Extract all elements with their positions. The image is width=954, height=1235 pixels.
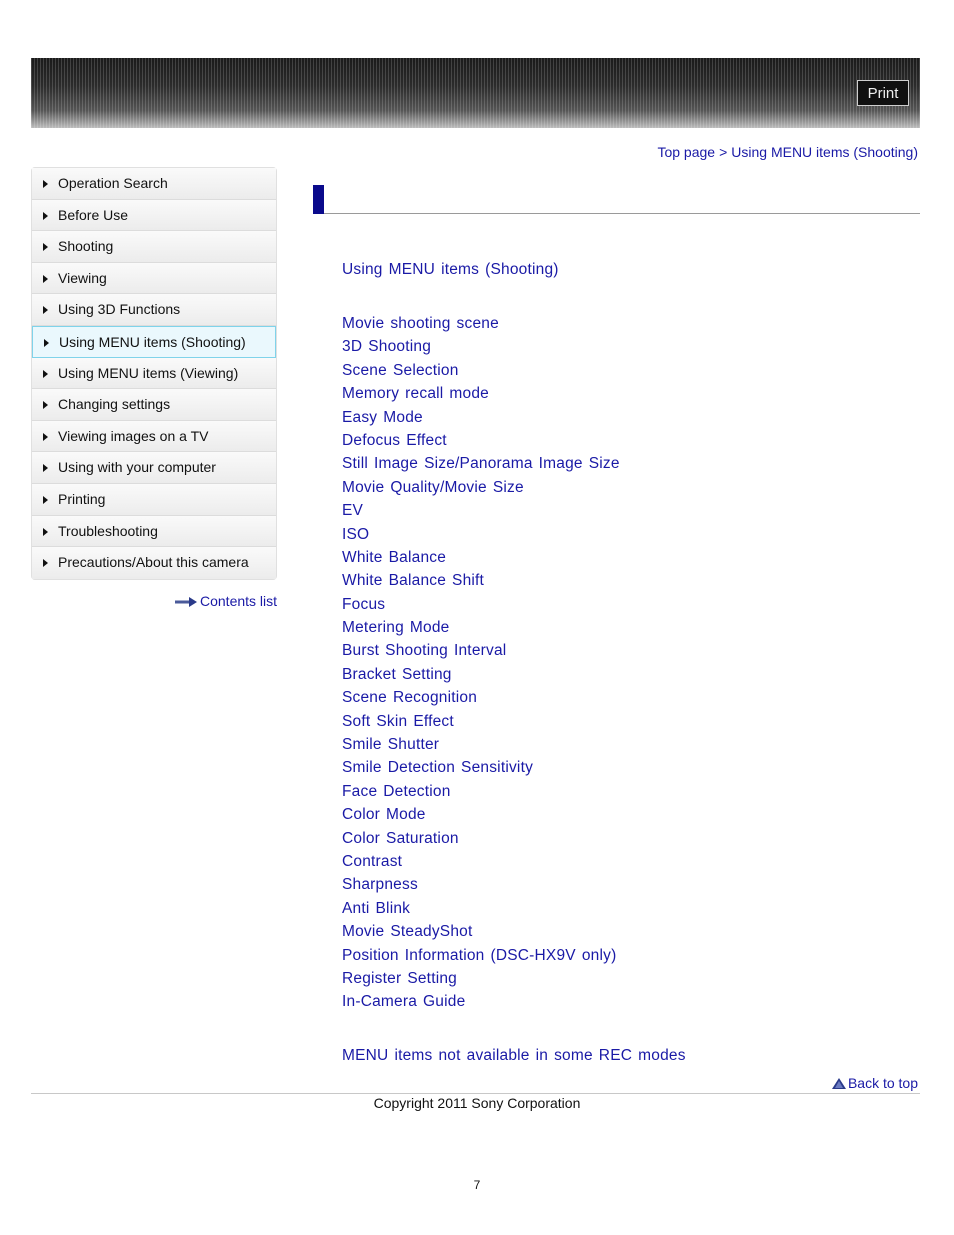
breadcrumb-top-page[interactable]: Top page: [657, 144, 716, 160]
menu-item-link[interactable]: Color Saturation: [342, 829, 459, 847]
list-item: [342, 384, 620, 407]
sidebar-item-label: Using MENU items (Viewing): [58, 364, 239, 381]
menu-item-link[interactable]: White Balance Shift: [342, 572, 485, 590]
footer-rule: [31, 1093, 920, 1094]
list-item: [342, 571, 620, 594]
list-item: [342, 946, 620, 969]
sidebar-item[interactable]: [32, 421, 276, 453]
sidebar-item[interactable]: [32, 358, 276, 390]
list-item: [342, 852, 620, 875]
sidebar-item-label: Changing settings: [58, 396, 171, 413]
back-to-top-link[interactable]: [832, 1075, 918, 1091]
list-item: [342, 618, 620, 641]
menu-item-link[interactable]: Anti Blink: [342, 899, 411, 917]
menu-item-link[interactable]: Register Setting: [342, 969, 457, 987]
triangle-right-icon: [43, 401, 48, 409]
sidebar-item-label: Using MENU items (Shooting): [59, 333, 246, 350]
triangle-right-icon: [43, 180, 48, 188]
page-title-rule: [324, 213, 920, 214]
list-item: [342, 992, 620, 1015]
print-button[interactable]: Print: [857, 80, 909, 106]
triangle-right-icon: [44, 339, 49, 347]
list-item: [342, 969, 620, 992]
triangle-right-icon: [43, 370, 48, 378]
list-item: [342, 712, 620, 735]
contents-list-label: Contents list: [200, 593, 278, 609]
sidebar-item[interactable]: [32, 547, 276, 579]
rec-modes-link[interactable]: MENU items not available in some REC modes: [342, 1047, 686, 1064]
sidebar-item[interactable]: [32, 389, 276, 421]
list-item: [342, 478, 620, 501]
sidebar-item[interactable]: [32, 231, 276, 263]
sidebar-item-label: Using 3D Functions: [58, 301, 181, 318]
list-item: [342, 337, 620, 360]
sidebar-item[interactable]: [32, 326, 276, 358]
menu-item-link[interactable]: Soft Skin Effect: [342, 712, 454, 730]
triangle-right-icon: [43, 528, 48, 536]
list-item: [342, 595, 620, 618]
triangle-right-icon: [43, 496, 48, 504]
list-item: [342, 408, 620, 431]
list-item: [342, 688, 620, 711]
list-item: [342, 361, 620, 384]
arrow-right-icon: [175, 597, 197, 607]
menu-item-link[interactable]: Position Information (DSC-HX9V only): [342, 946, 617, 964]
menu-item-link[interactable]: Metering Mode: [342, 619, 450, 637]
list-item: [342, 641, 620, 664]
triangle-right-icon: [43, 275, 48, 283]
header-bar: [31, 58, 920, 128]
menu-item-link[interactable]: Focus: [342, 595, 386, 613]
menu-item-link[interactable]: EV: [342, 502, 364, 520]
list-item: [342, 548, 620, 571]
sidebar-item[interactable]: [32, 294, 276, 326]
list-item: [342, 829, 620, 852]
menu-item-link[interactable]: White Balance: [342, 548, 447, 566]
list-item: [342, 758, 620, 781]
triangle-right-icon: [43, 212, 48, 220]
triangle-right-icon: [43, 306, 48, 314]
menu-item-link[interactable]: Sharpness: [342, 876, 418, 894]
menu-item-link[interactable]: Scene Recognition: [342, 689, 478, 707]
sidebar-item-label: Operation Search: [58, 175, 168, 191]
list-item: [342, 525, 620, 548]
menu-item-link[interactable]: Memory recall mode: [342, 385, 490, 403]
sidebar-item-label: Viewing images on a TV: [58, 427, 209, 444]
contents-list-link[interactable]: [175, 593, 277, 609]
list-item: [342, 899, 620, 922]
triangle-right-icon: [43, 243, 48, 251]
up-triangle-icon: [832, 1078, 846, 1089]
triangle-right-icon: [43, 464, 48, 472]
section-link[interactable]: Using MENU items (Shooting): [342, 261, 559, 278]
list-item: [342, 782, 620, 805]
page-title-marker: [313, 185, 324, 214]
list-item: [342, 805, 620, 828]
menu-item-link[interactable]: 3D Shooting: [342, 338, 432, 356]
sidebar-item[interactable]: [32, 484, 276, 516]
sidebar-item-label: Using with your computer: [58, 459, 216, 476]
list-item: [342, 875, 620, 898]
page-number: 7: [473, 1178, 481, 1192]
menu-item-link[interactable]: Bracket Setting: [342, 665, 452, 683]
sidebar-item[interactable]: [32, 516, 276, 548]
sidebar-item[interactable]: [32, 263, 276, 295]
sidebar-item-label: Printing: [58, 490, 106, 507]
list-item: [342, 454, 620, 477]
triangle-right-icon: [43, 559, 48, 567]
menu-item-link[interactable]: In-Camera Guide: [342, 993, 466, 1011]
menu-items-list: [342, 314, 620, 1016]
breadcrumb-current[interactable]: Using MENU items (Shooting): [731, 144, 918, 160]
sidebar-nav: [31, 167, 277, 580]
sidebar-item-label: Viewing: [58, 269, 107, 286]
menu-item-link[interactable]: Movie Quality/Movie Size: [342, 478, 524, 496]
breadcrumb: [657, 144, 918, 160]
menu-item-link[interactable]: Smile Shutter: [342, 736, 440, 754]
back-to-top-label: Back to top: [847, 1075, 918, 1091]
sidebar-item[interactable]: [32, 452, 276, 484]
breadcrumb-separator: >: [719, 144, 728, 160]
menu-item-link[interactable]: Face Detection: [342, 782, 451, 800]
list-item: [342, 922, 620, 945]
menu-item-link[interactable]: ISO: [342, 525, 370, 543]
sidebar-item[interactable]: [32, 200, 276, 232]
menu-item-link[interactable]: Still Image Size/Panorama Image Size: [342, 455, 620, 473]
sidebar-item-label: Before Use: [58, 206, 129, 223]
list-item: [342, 501, 620, 524]
sidebar-item-label: Troubleshooting: [58, 522, 158, 539]
sidebar-item[interactable]: [32, 168, 276, 200]
menu-item-link[interactable]: Movie SteadyShot: [342, 923, 473, 941]
menu-item-link[interactable]: Contrast: [342, 852, 403, 870]
menu-item-link[interactable]: Burst Shooting Interval: [342, 642, 507, 660]
sidebar-item-label: Precautions/About this camera: [58, 554, 249, 571]
copyright-text: Copyright 2011 Sony Corporation: [373, 1095, 581, 1111]
triangle-right-icon: [43, 433, 48, 441]
menu-item-link[interactable]: Smile Detection Sensitivity: [342, 759, 534, 777]
list-item: [342, 735, 620, 758]
menu-item-link[interactable]: Scene Selection: [342, 361, 459, 379]
list-item: [342, 665, 620, 688]
menu-item-link[interactable]: Movie shooting scene: [342, 315, 499, 332]
menu-item-link[interactable]: Defocus Effect: [342, 431, 447, 449]
menu-item-link[interactable]: Easy Mode: [342, 408, 423, 426]
list-item: [342, 314, 620, 337]
menu-item-link[interactable]: Color Mode: [342, 806, 426, 824]
list-item: [342, 431, 620, 454]
sidebar-item-label: Shooting: [58, 238, 114, 255]
